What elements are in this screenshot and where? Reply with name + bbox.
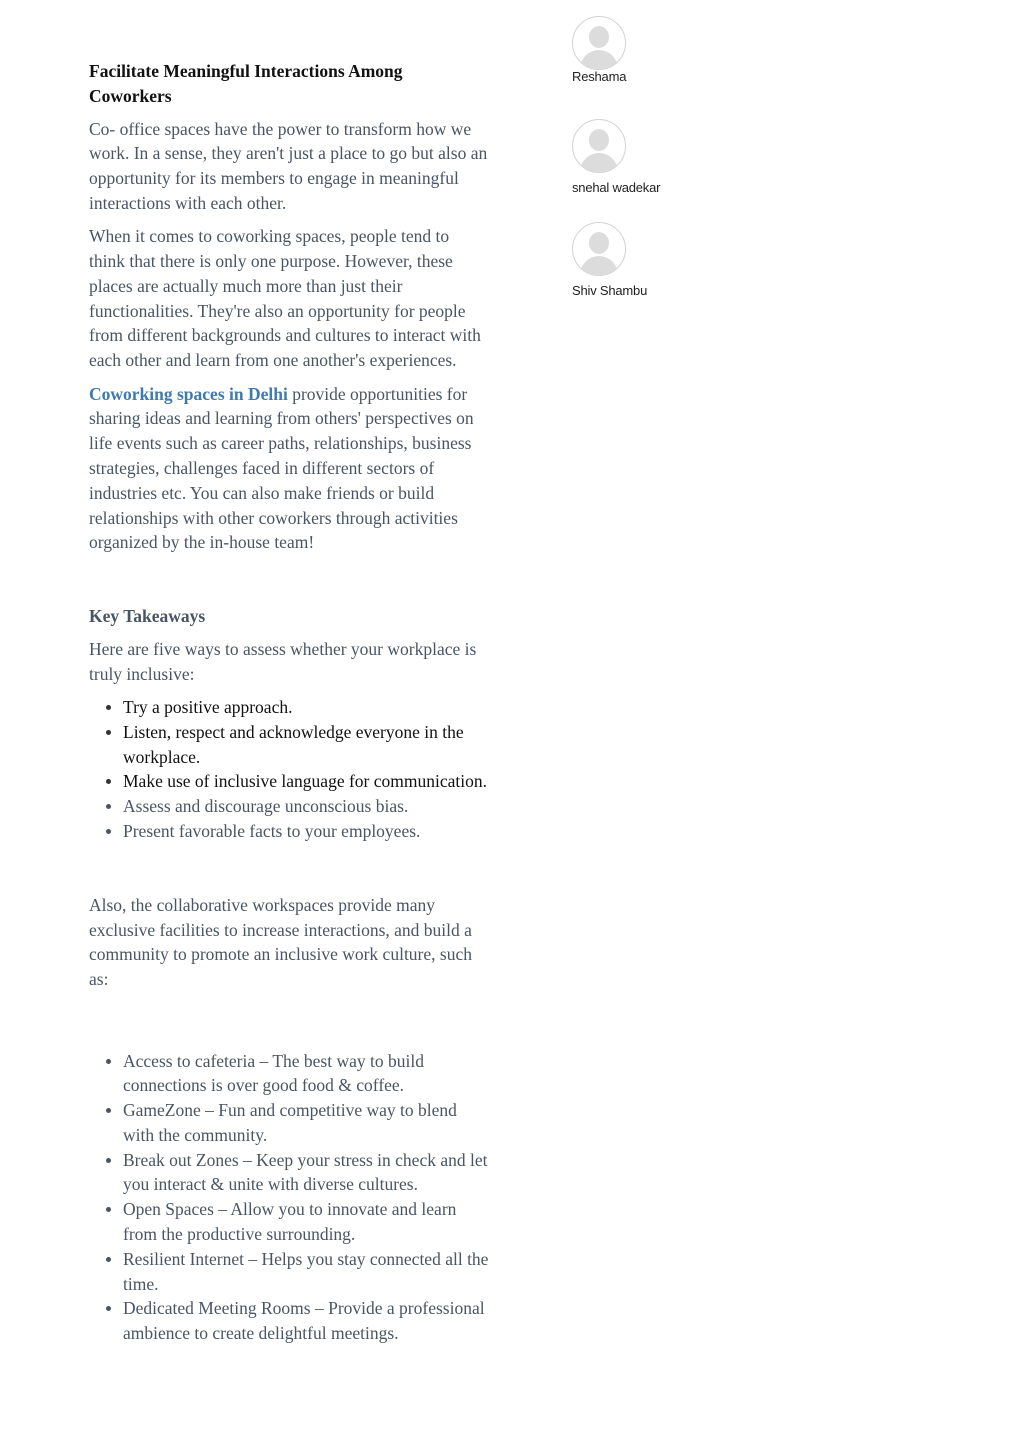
- list-item: Assess and discourage unconscious bias.: [123, 794, 489, 819]
- list-item: Make use of inclusive language for communication.: [123, 769, 489, 794]
- list-item: Present favorable facts to your employees.: [123, 819, 489, 844]
- list-item: Resilient Internet – Helps you stay connected all the time.: [123, 1247, 489, 1297]
- member-name[interactable]: snehal wadekar: [572, 180, 661, 195]
- section-heading: Facilitate Meaningful Interactions Among Coworkers: [89, 61, 403, 106]
- list-item: Try a positive approach.: [123, 695, 489, 720]
- facilities-list: [89, 1049, 489, 1347]
- member-card[interactable]: [572, 222, 772, 298]
- list-item: Break out Zones – Keep your stress in check and let you interact & unite with diverse cultures.: [123, 1148, 489, 1198]
- member-name[interactable]: Reshama: [572, 69, 627, 84]
- paragraph-text: provide opportunities for sharing ideas and learning from others' perspectives on life events such as career paths, relationships, business strategies, challenges faced in different sectors of industries etc. You can also make friends or build relationships with other coworkers through activities organized by the in-house team!: [89, 383, 474, 553]
- paragraph: Also, the collaborative workspaces provide many exclusive facilities to increase interactions, and build a community to promote an inclusive work culture, such as:: [89, 894, 472, 990]
- paragraph: Here are five ways to assess whether your workplace is truly inclusive:: [89, 638, 477, 684]
- key-takeaways-heading: Key Takeaways: [89, 605, 206, 626]
- user-avatar-icon[interactable]: [572, 119, 626, 173]
- member-name[interactable]: Shiv Shambu: [572, 283, 648, 298]
- member-card[interactable]: [572, 119, 772, 195]
- paragraph: Co- office spaces have the power to transform how we work. In a sense, they aren't just a place to go but also an opportunity for its members to engage in meaningful interactions with each other.: [89, 118, 488, 213]
- paragraph: When it comes to coworking spaces, people tend to think that there is only one purpose. However, these places are actually much more than just their functionalities. They're also an opportunity for people from different backgrounds and cultures to interact with each other and learn from one another's experiences.: [89, 226, 481, 371]
- list-item: Dedicated Meeting Rooms – Provide a professional ambience to create delightful meetings.: [123, 1296, 489, 1346]
- list-item: Access to cafeteria – The best way to build connections is over good food & coffee.: [123, 1049, 489, 1099]
- article: [89, 59, 489, 1346]
- user-avatar-icon[interactable]: [572, 222, 626, 276]
- paragraph: [89, 382, 489, 556]
- list-item: GameZone – Fun and competitive way to blend with the community.: [123, 1098, 489, 1148]
- list-item: Open Spaces – Allow you to innovate and learn from the productive surrounding.: [123, 1197, 489, 1247]
- takeaways-list: [89, 695, 489, 844]
- coworking-delhi-link[interactable]: Coworking spaces in Delhi: [89, 383, 288, 404]
- list-item: Listen, respect and acknowledge everyone in the workplace.: [123, 720, 489, 770]
- user-avatar-icon[interactable]: [572, 0, 626, 70]
